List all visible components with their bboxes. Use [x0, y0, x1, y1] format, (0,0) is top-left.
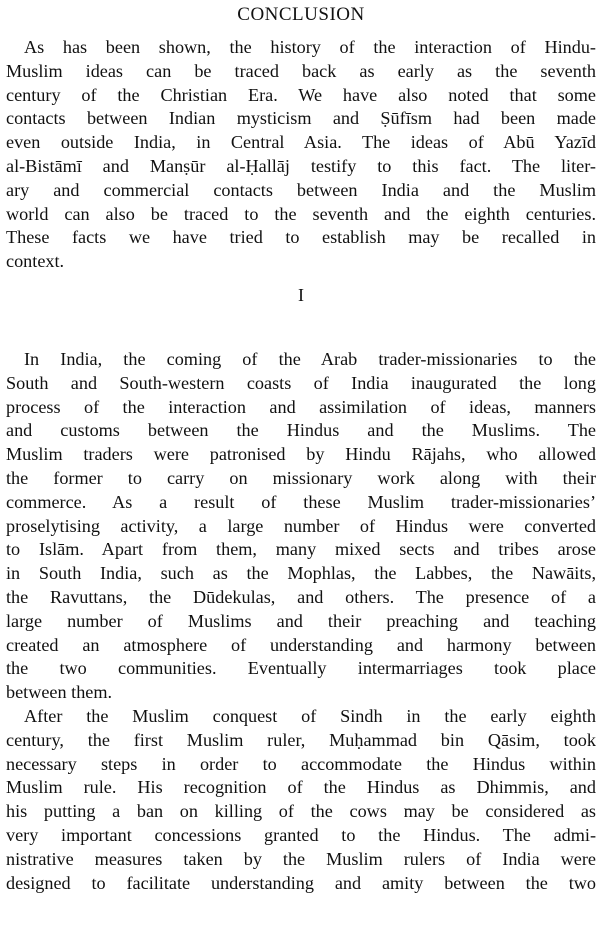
intro-paragraph — [6, 36, 596, 274]
text-line: century, the first Muslim ruler, Muḥammad bin Qāsim, took — [6, 729, 596, 750]
section-number: I — [298, 284, 304, 305]
text-line: commerce. As a result of these Muslim trader-missionaries’ — [6, 491, 596, 512]
text-line: to Islām. Apart from them, many mixed sects and tribes arose — [6, 539, 596, 560]
text-line: world can also be traced to the seventh and the eighth centuries. — [6, 203, 596, 224]
text-line: the two communities. Eventually intermarriages took place — [6, 658, 596, 679]
paragraph-1 — [6, 348, 596, 705]
text-line: proselytising activity, a large number of Hindus were converted — [6, 515, 596, 536]
text-line: century of the Christian Era. We have also noted that some — [6, 84, 596, 105]
text-line: Muslim rule. His recognition of the Hindus as Dhimmis, and — [6, 777, 596, 798]
text-line: in South India, such as the Mophlas, the Labbes, the Nawāits, — [6, 563, 596, 584]
text-line: large number of Muslims and their preaching and teaching — [6, 610, 596, 631]
text-line: his putting a ban on killing of the cows may be considered as — [6, 801, 596, 822]
text-line: As has been shown, the history of the interaction of Hindu- — [24, 37, 596, 57]
text-line: process of the interaction and assimilation of ideas, manners — [6, 396, 596, 417]
text-line: Muslim ideas can be traced back as early as the seventh — [6, 60, 596, 81]
text-line: Muslim traders were patronised by Hindu Rājahs, who allowed — [6, 444, 596, 465]
text-line: designed to facilitate understanding and amity between the two — [6, 872, 596, 893]
text-line: After the Muslim conquest of Sindh in the early eighth — [24, 705, 596, 726]
text-line: created an atmosphere of understanding and harmony between — [6, 634, 596, 655]
text-line: even outside India, in Central Asia. The ideas of Abū Yazīd — [6, 132, 596, 153]
document-page — [6, 4, 596, 895]
text-line: the Ravuttans, the Dūdekulas, and others. The presence of a — [6, 586, 596, 607]
text-line: ary and commercial contacts between India and the Muslim — [6, 179, 596, 200]
text-line: the former to carry on missionary work along with their — [6, 467, 596, 488]
text-line: very important concessions granted to the Hindus. The admi- — [6, 824, 596, 845]
text-line: and customs between the Hindus and the Muslims. The — [6, 420, 596, 441]
text-line: between them. — [6, 682, 113, 703]
paragraph-2 — [6, 705, 596, 895]
text-line: necessary steps in order to accommodate the Hindus within — [6, 753, 596, 774]
text-line: These facts we have tried to establish may be recalled in — [6, 227, 596, 248]
text-line: South and South-western coasts of India inaugurated the long — [6, 372, 596, 393]
text-line: al-Bistāmī and Manṣūr al-Ḥallāj testify to this fact. The liter- — [6, 155, 596, 176]
text-line: context. — [6, 251, 65, 272]
text-line: In India, the coming of the Arab trader-missionaries to the — [24, 348, 596, 369]
text-line: contacts between Indian mysticism and Ṣūfīsm had been made — [6, 108, 596, 129]
page-title: CONCLUSION — [237, 4, 365, 25]
text-line: nistrative measures taken by the Muslim rulers of India were — [6, 848, 596, 869]
